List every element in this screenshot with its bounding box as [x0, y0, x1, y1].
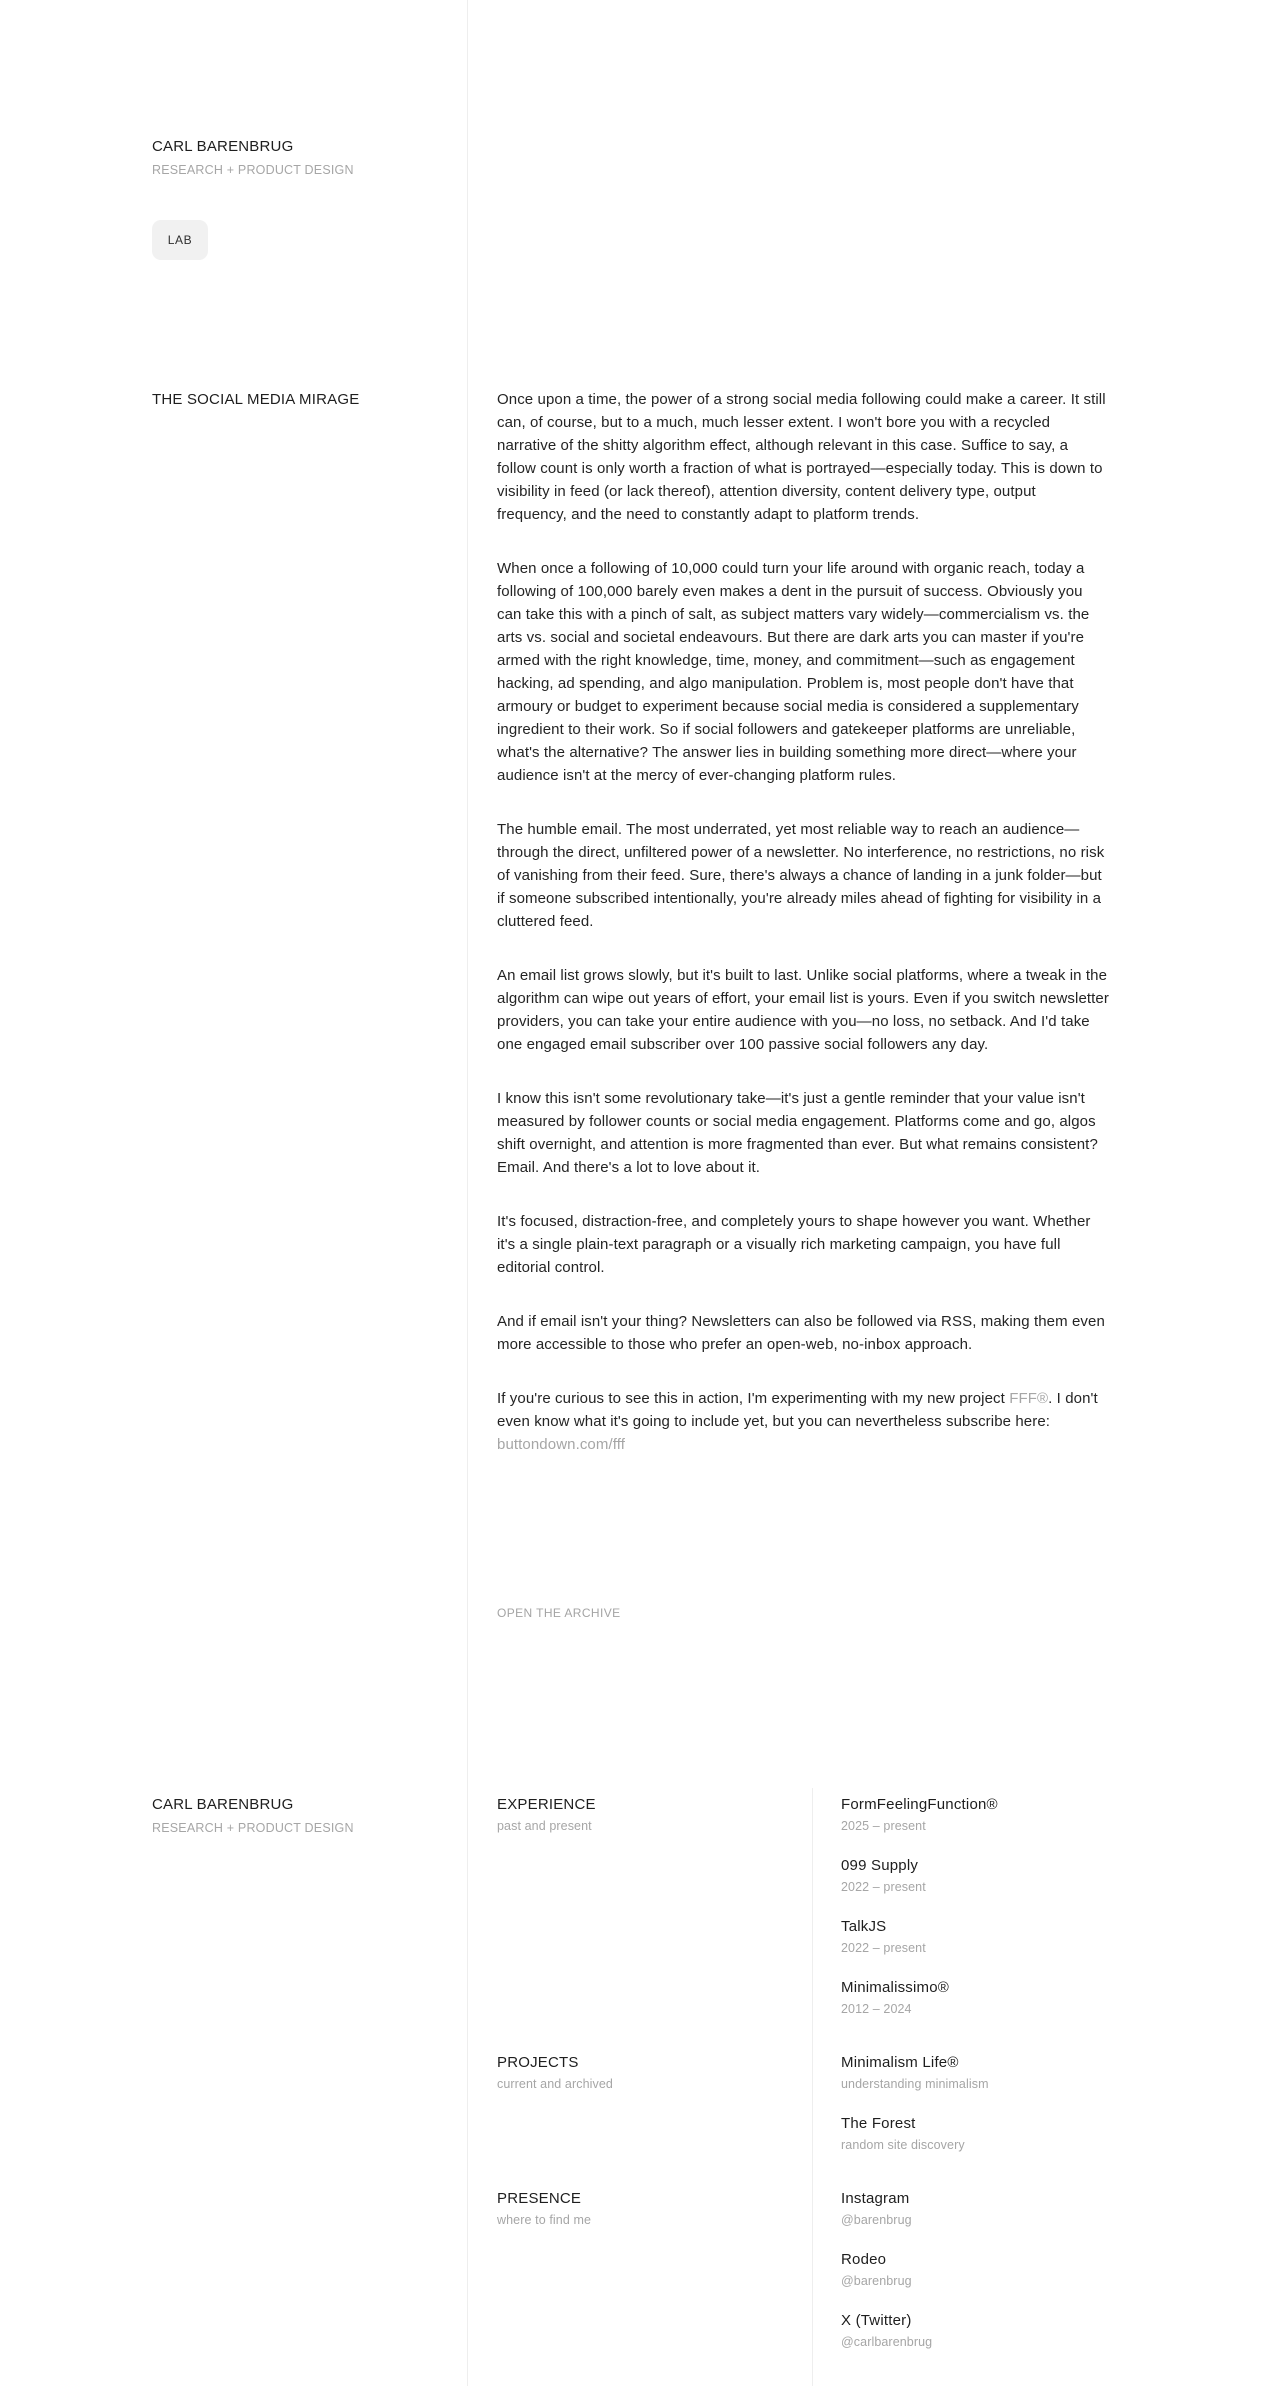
footer-item-meta: 2012 – 2024 [841, 2002, 912, 2016]
footer-item-meta: 2022 – present [841, 1941, 926, 1955]
footer-item-meta: 2022 – present [841, 1880, 926, 1894]
footer-section-header [497, 2052, 812, 2095]
article-paragraph: Once upon a time, the power of a strong social media following could make a career. It still can, of course, but to a much, much lesser extent. I won't bore you with a recycled narrative of the shitty algorithm effect, although relevant in this case. Suffice to say, a follow count is only worth a fraction of what is portrayed—especially today. This is down to visibility in feed (or lack thereof), attention diversity, content delivery type, output frequency, and the need to constantly adapt to platform trends. [497, 391, 1106, 523]
footer-link-item[interactable] [841, 2188, 1280, 2231]
footer-identity [152, 1794, 354, 1837]
footer-item-name: Minimalissimo® [841, 1979, 950, 1996]
footer-link-item[interactable] [841, 2310, 1280, 2353]
footer-section-header [497, 2188, 812, 2231]
article-paragraph: The humble email. The most underrated, yet most reliable way to reach an audience—through the direct, unfiltered power of a newsletter. No interference, no restrictions, no risk of vanishing from their feed. Sure, there's always a chance of landing in a junk folder—but if someone subscribed intentionally, you're already miles ahead of fighting for visibility in a cluttered feed. [497, 821, 1105, 930]
footer-link-item[interactable] [841, 2249, 1280, 2292]
footer-link-item[interactable] [841, 1977, 1280, 2020]
footer [0, 1794, 1280, 2386]
footer-link-item[interactable] [841, 1855, 1280, 1898]
footer-section-title: PRESENCE [497, 2190, 582, 2207]
footer-section-subtitle: current and archived [497, 2077, 613, 2091]
footer-link-item[interactable] [841, 2052, 1280, 2095]
article-title: THE SOCIAL MEDIA MIRAGE [152, 391, 360, 408]
footer-section-subtitle: where to find me [497, 2213, 592, 2227]
footer-item-meta: understanding minimalism [841, 2077, 989, 2091]
footer-item-meta: random site discovery [841, 2138, 965, 2152]
footer-item-meta: @barenbrug [841, 2274, 912, 2288]
article-paragraph: And if email isn't your thing? Newsletters can also be followed via RSS, making them even more accessible to those who prefer an open-web, no-inbox approach. [497, 1313, 1105, 1353]
footer-section-items [812, 2188, 1280, 2371]
footer-item-meta: @barenbrug [841, 2213, 912, 2227]
site-tagline: RESEARCH + PRODUCT DESIGN [152, 163, 354, 177]
footer-item-meta: @carlbarenbrug [841, 2335, 933, 2349]
article-body [497, 388, 1109, 1487]
footer-item-name: The Forest [841, 2115, 916, 2132]
article-paragraph: I know this isn't some revolutionary take—it's just a gentle reminder that your value isn't measured by follower counts or social media engagement. Platforms come and go, algos shift overnight, and attention is more fragmented than ever. But what remains consistent? Email. And there's a lot to love about it. [497, 1090, 1098, 1176]
footer-section [497, 2188, 1280, 2371]
footer-section [497, 1794, 1280, 2038]
footer-section-title: EXPERIENCE [497, 1796, 596, 1813]
footer-item-meta: 2025 – present [841, 1819, 926, 1833]
footer-sections [497, 1794, 1280, 2385]
footer-link-item[interactable] [841, 1916, 1280, 1959]
article-paragraph: When once a following of 10,000 could turn your life around with organic reach, today a following of 100,000 barely even makes a dent in the pursuit of success. Obviously you can take this with a pinch of salt, as subject matters vary widely—commercialism vs. the arts vs. social and societal endeavours. But there are dark arts you can master if you're armed with the right knowledge, time, money, and commitment—such as engagement hacking, ad spending, and algo manipulation. Problem is, most people don't have that armoury or budget to experiment because social media is considered a supplementary ingredient to their work. So if social followers and gatekeeper platforms are unreliable, what's the alternative? The answer lies in building something more direct—where your audience isn't at the mercy of ever-changing platform rules. [497, 560, 1090, 784]
footer-section [497, 2052, 1280, 2174]
footer-site-tagline: RESEARCH + PRODUCT DESIGN [152, 1821, 354, 1835]
footer-section-items [812, 2052, 1280, 2174]
site-header [152, 136, 354, 260]
footer-item-name: TalkJS [841, 1918, 887, 1935]
footer-section-header [497, 1794, 812, 1837]
footer-section-subtitle: past and present [497, 1819, 592, 1833]
inline-link[interactable]: FFF® [1009, 1390, 1049, 1407]
article-paragraph: If you're curious to see this in action, I'm experimenting with my new project FFF®. I don't even know what it's going to include yet, but you can nevertheless subscribe here: buttondown.com/fff [497, 1390, 1098, 1453]
footer-section-items [812, 1794, 1280, 2038]
footer-site-name-link[interactable]: CARL BARENBRUG [152, 1796, 294, 1813]
footer-item-name: Minimalism Life® [841, 2054, 959, 2071]
footer-link-item[interactable] [841, 1794, 1280, 1837]
footer-item-name: FormFeelingFunction® [841, 1796, 998, 1813]
footer-section-title: PROJECTS [497, 2054, 579, 2071]
footer-item-name: Instagram [841, 2190, 910, 2207]
footer-item-name: X (Twitter) [841, 2312, 912, 2329]
footer-item-name: Rodeo [841, 2251, 887, 2268]
article-paragraph: It's focused, distraction-free, and completely yours to shape however you want. Whether it's a single plain-text paragraph or a visually rich marketing campaign, you have full editorial control. [497, 1213, 1091, 1276]
open-archive-link[interactable]: OPEN THE ARCHIVE [497, 1606, 621, 1620]
article-paragraph: An email list grows slowly, but it's built to last. Unlike social platforms, where a tweak in the algorithm can wipe out years of effort, your email list is yours. Even if you switch newsletter providers, you can take your entire audience with you—no loss, no setback. And I'd take one engaged email subscriber over 100 passive social followers any day. [497, 967, 1109, 1053]
footer-item-name: 099 Supply [841, 1857, 919, 1874]
inline-link[interactable]: buttondown.com/fff [497, 1436, 625, 1453]
site-name-link[interactable]: CARL BARENBRUG [152, 138, 294, 155]
lab-button[interactable]: LAB [152, 220, 208, 260]
footer-link-item[interactable] [841, 2113, 1280, 2156]
